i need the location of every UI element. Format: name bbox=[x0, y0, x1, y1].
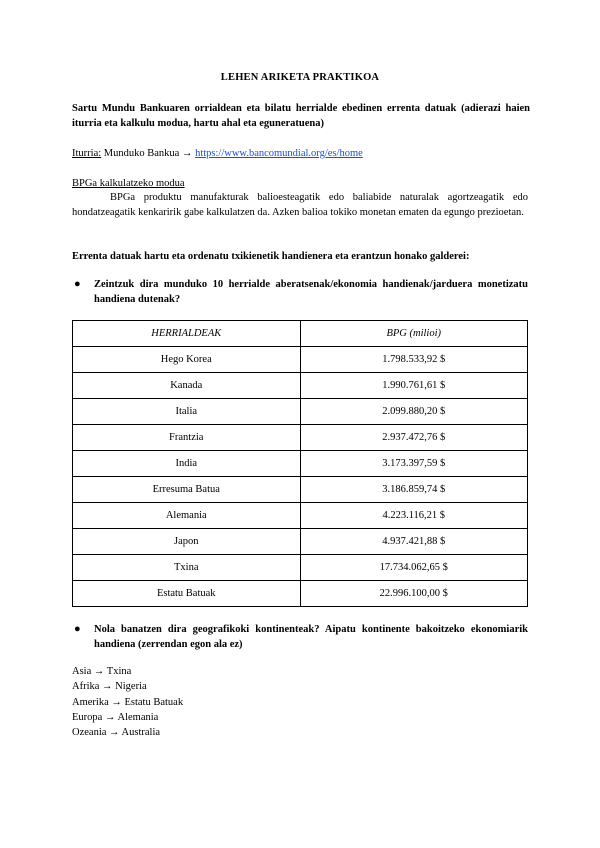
country-cell: Erresuma Batua bbox=[73, 477, 301, 503]
gdp-cell: 1.990.761,61 $ bbox=[300, 373, 528, 399]
header-country: HERRIALDEAK bbox=[73, 321, 301, 347]
gdp-cell: 3.186.859,74 $ bbox=[300, 477, 528, 503]
question-1 bbox=[74, 277, 528, 307]
gdp-cell: 2.937.472,76 $ bbox=[300, 425, 528, 451]
table-row bbox=[73, 529, 528, 555]
country-cell: Hego Korea bbox=[73, 347, 301, 373]
gdp-cell: 4.937.421,88 $ bbox=[300, 529, 528, 555]
calc-paragraph bbox=[72, 190, 528, 220]
country-cell: Alemania bbox=[73, 503, 301, 529]
source-link[interactable]: https://www.bancomundial.org/es/home bbox=[195, 148, 363, 159]
table-row bbox=[73, 581, 528, 607]
list-item: Europa → Alemania bbox=[72, 711, 159, 723]
calc-heading: BPGa kalkulatzeko modua bbox=[72, 178, 185, 189]
calc-text: BPGa produktu manufakturak balioesteagatik edo baliabide naturalak agortzeagatik edo hondatzeagatik kenkaririk gabe kalkulatzen da. Azken balioa tokiko monetan ematen da egungo prezioetan. bbox=[72, 192, 528, 218]
source-label: Iturria: bbox=[72, 148, 102, 159]
country-cell: Txina bbox=[73, 555, 301, 581]
country-cell: Estatu Batuak bbox=[73, 581, 301, 607]
country-cell: Japon bbox=[73, 529, 301, 555]
gdp-table bbox=[72, 320, 528, 607]
source-line bbox=[72, 146, 532, 161]
gdp-cell: 4.223.116,21 $ bbox=[300, 503, 528, 529]
document-title: LEHEN ARIKETA PRAKTIKOA bbox=[220, 72, 380, 83]
country-cell: Italia bbox=[73, 399, 301, 425]
question-2 bbox=[74, 622, 528, 652]
question-1-text: Zeintzuk dira munduko 10 herrialde aberatsenak/ekonomia handienak/jarduera monetizatu handiena dutenak? bbox=[94, 279, 528, 305]
table-row bbox=[73, 555, 528, 581]
answers-list bbox=[72, 664, 183, 740]
list-item: Afrika → Nigeria bbox=[72, 681, 147, 693]
table-header-row bbox=[73, 321, 528, 347]
question-2-text: Nola banatzen dira geografikoki kontinenteak? Aipatu kontinente bakoitzeko ekonomiarik handiena (zerrendan egon ala ez) bbox=[94, 624, 528, 650]
gdp-cell: 22.996.100,00 $ bbox=[300, 581, 528, 607]
gdp-cell: 17.734.062,65 $ bbox=[300, 555, 528, 581]
gdp-cell: 1.798.533,92 $ bbox=[300, 347, 528, 373]
bullet-icon: ● bbox=[74, 278, 81, 290]
gdp-cell: 3.173.397,59 $ bbox=[300, 451, 528, 477]
list-item: Asia → Txina bbox=[72, 666, 132, 677]
table-row bbox=[73, 451, 528, 477]
intro-paragraph: Sartu Mundu Bankuaren orrialdean eta bilatu herrialde ebedinen errenta datuak (adierazi haien iturria eta kalkulu modua, hartu ahal eta eguneratuena) bbox=[72, 103, 530, 129]
questions-heading: Errenta datuak hartu eta ordenatu txikienetik handienera eta erantzun honako galderei: bbox=[72, 251, 470, 262]
table-row bbox=[73, 503, 528, 529]
list-item: Ozeania → Australia bbox=[72, 727, 161, 739]
country-cell: India bbox=[73, 451, 301, 477]
bullet-icon: ● bbox=[74, 623, 81, 635]
list-item: Amerika → Estatu Batuak bbox=[72, 696, 184, 708]
country-cell: Kanada bbox=[73, 373, 301, 399]
header-gdp: BPG (milioi) bbox=[300, 321, 528, 347]
table-row bbox=[73, 347, 528, 373]
table-row bbox=[73, 399, 528, 425]
country-cell: Frantzia bbox=[73, 425, 301, 451]
table-row bbox=[73, 477, 528, 503]
table-row bbox=[73, 425, 528, 451]
source-text: Munduko Bankua → bbox=[101, 148, 196, 159]
table-row bbox=[73, 373, 528, 399]
gdp-cell: 2.099.880,20 $ bbox=[300, 399, 528, 425]
